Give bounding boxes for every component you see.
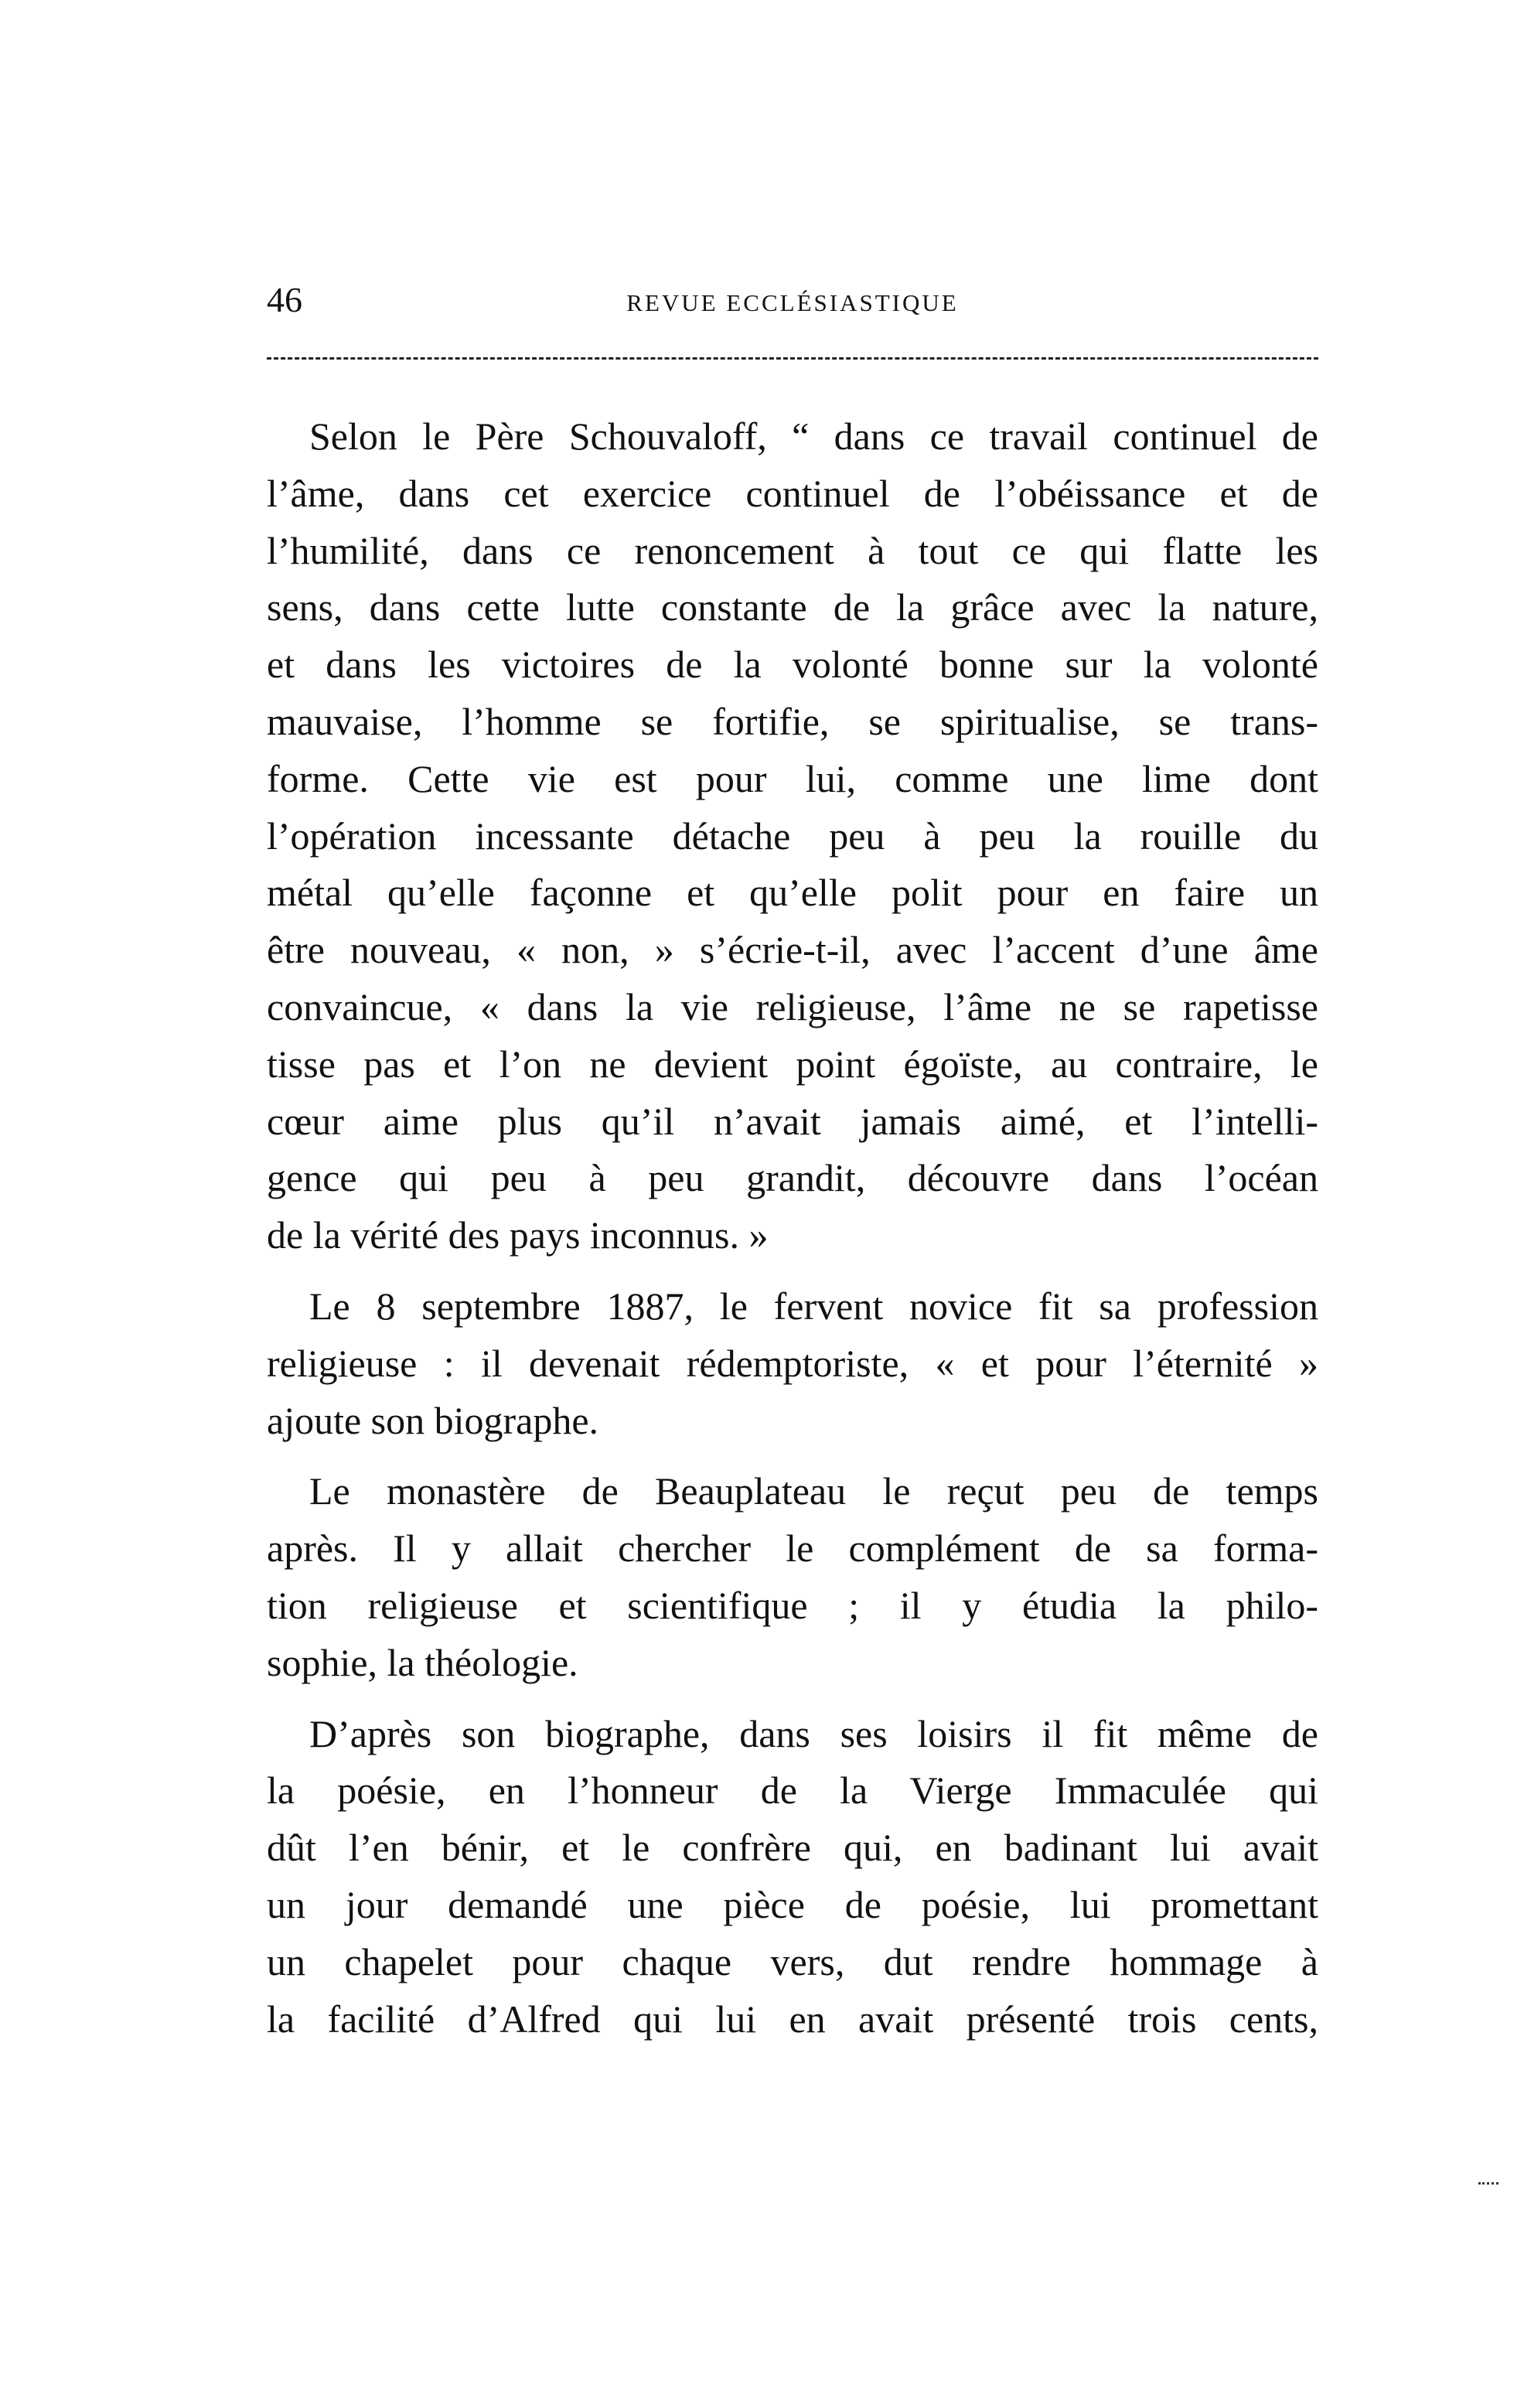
text-line: religieuse : il devenait rédemptoriste, « et pour l’éternité » [267, 1341, 1318, 1385]
paragraph [267, 1278, 1318, 1449]
text-line: forme. Cette vie est pour lui, comme une lime dont [267, 756, 1318, 800]
text-line: de la vérité des pays inconnus. » [267, 1213, 769, 1257]
text-line: l’âme, dans cet exercice continuel de l’obéissance et de [267, 471, 1318, 515]
text-line: convaincue, « dans la vie religieuse, l’âme ne se rapetisse [267, 984, 1318, 1028]
text-line: l’opération incessante détache peu à peu la rouille du [267, 813, 1318, 858]
running-head: REVUE ECCLÉSIASTIQUE [626, 289, 959, 316]
text-line: la poésie, en l’honneur de la Vierge Immaculée qui [267, 1768, 1318, 1813]
text-line: sens, dans cette lutte constante de la grâce avec la nature, [267, 585, 1318, 629]
text-line: tion religieuse et scientifique ; il y étudia la philo- [267, 1583, 1318, 1627]
body-text [267, 408, 1318, 2062]
text-line: Le 8 septembre 1887, le fervent novice fit sa profession [309, 1284, 1318, 1328]
text-line: tisse pas et l’on ne devient point égoïste, au contraire, le [267, 1042, 1318, 1086]
text-line: métal qu’elle façonne et qu’elle polit pour en faire un [267, 871, 1318, 915]
header-rule [267, 357, 1318, 360]
page-number: 46 [267, 280, 302, 319]
paragraph [267, 1463, 1318, 1691]
text-line: la facilité d’Alfred qui lui en avait présenté trois cents, [267, 1997, 1318, 2041]
paragraph [267, 1706, 1318, 2048]
margin-speck [1478, 2182, 1498, 2185]
text-line: un chapelet pour chaque vers, dut rendre hommage à [267, 1939, 1318, 1983]
paragraph [267, 408, 1318, 1264]
text-line: sophie, la théologie. [267, 1640, 578, 1684]
text-line: être nouveau, « non, » s’écrie-t-il, avec l’accent d’une âme [267, 928, 1318, 972]
text-line: gence qui peu à peu grandit, découvre dans l’océan [267, 1156, 1318, 1200]
text-line: Le monastère de Beauplateau le reçut peu de temps [309, 1469, 1318, 1513]
text-line: mauvaise, l’homme se fortifie, se spiritualise, se trans- [267, 699, 1318, 743]
text-line: Selon le Père Schouvaloff, “ dans ce travail continuel de [309, 414, 1318, 458]
text-line: dût l’en bénir, et le confrère qui, en badinant lui avait [267, 1826, 1318, 1870]
text-line: cœur aime plus qu’il n’avait jamais aimé, et l’intelli- [267, 1099, 1318, 1143]
text-line: et dans les victoires de la volonté bonne sur la volonté [267, 643, 1318, 687]
text-line: l’humilité, dans ce renoncement à tout ce qui flatte les [267, 528, 1318, 572]
page-header [267, 277, 1318, 323]
text-line: D’après son biographe, dans ses loisirs il fit même de [309, 1711, 1318, 1755]
text-line: un jour demandé une pièce de poésie, lui promettant [267, 1882, 1318, 1926]
text-line: après. Il y allait chercher le complément de sa forma- [267, 1526, 1318, 1571]
text-line: ajoute son biographe. [267, 1398, 599, 1442]
